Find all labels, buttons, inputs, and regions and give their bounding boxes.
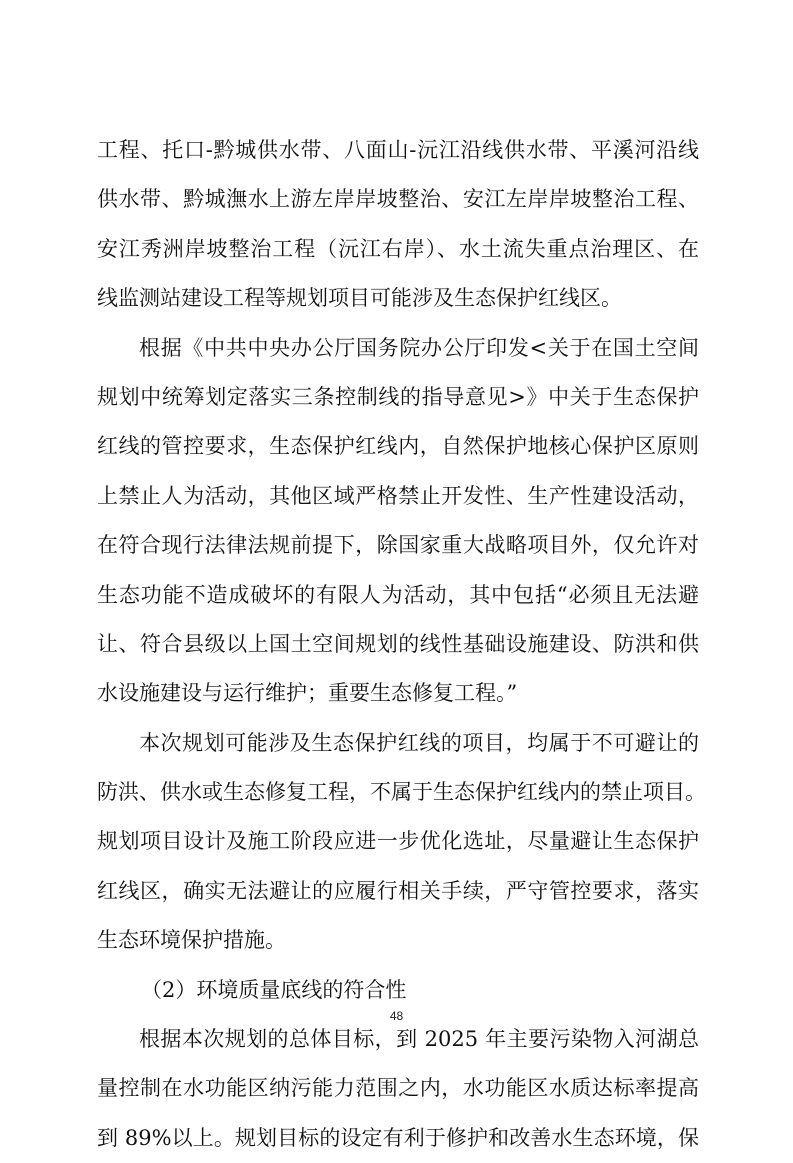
- text-line: 安江秀洲岸坡整治工程（沅江右岸）、水土流失重点治理区、在: [97, 236, 699, 261]
- text-line: 线监测站建设工程等规划项目可能涉及生态保护红线区。: [97, 286, 622, 311]
- text-line: 供水带、黔城潕水上游左岸岸坡整治、安江左岸岸坡整治工程、: [97, 187, 699, 212]
- text-line: 到 89%以上。规划目标的设定有利于修护和改善水生态环境，保: [97, 1125, 699, 1150]
- text-line: 水设施建设与运行维护；重要生态修复工程。”: [97, 681, 518, 706]
- page-number: 48: [389, 1009, 404, 1023]
- text-line: 防洪、供水或生态修复工程，不属于生态保护红线内的禁止项目。: [97, 780, 706, 805]
- text-line: 规划项目设计及施工阶段应进一步优化选址，尽量避让生态保护: [97, 829, 699, 854]
- text-line: 红线的管控要求，生态保护红线内，自然保护地核心保护区原则: [97, 434, 699, 459]
- body-text: [97, 126, 706, 1163]
- text-line: 量控制在水功能区纳污能力范围之内，水功能区水质达标率提高: [97, 1076, 699, 1101]
- text-line: 根据本次规划的总体目标，到 2025 年主要污染物入河湖总: [139, 1027, 699, 1052]
- text-line: 在符合现行法律法规前提下，除国家重大战略项目外，仅允许对: [97, 533, 699, 558]
- text-line: 上禁止人为活动，其他区域严格禁止开发性、生产性建设活动，: [97, 483, 699, 508]
- text-line: 生态环境保护措施。: [97, 928, 286, 953]
- text-line: 规划中统筹划定落实三条控制线的指导意见>》中关于生态保护: [97, 384, 699, 409]
- section-heading: （2）环境质量底线的符合性: [141, 977, 407, 1002]
- text-line: 本次规划可能涉及生态保护红线的项目，均属于不可避让的: [139, 730, 699, 755]
- text-line: 工程、托口-黔城供水带、八面山-沅江沿线供水带、平溪河沿线: [97, 138, 699, 162]
- text-line: 生态功能不造成破坏的有限人为活动，其中包括“必须且无法避: [97, 582, 699, 607]
- text-line: 红线区，确实无法避让的应履行相关手续，严守管控要求，落实: [97, 878, 699, 903]
- text-line: 根据《中共中央办公厅国务院办公厅印发<关于在国土空间: [139, 335, 699, 360]
- text-line: 让、符合县级以上国土空间规划的线性基础设施建设、防洪和供: [97, 631, 699, 656]
